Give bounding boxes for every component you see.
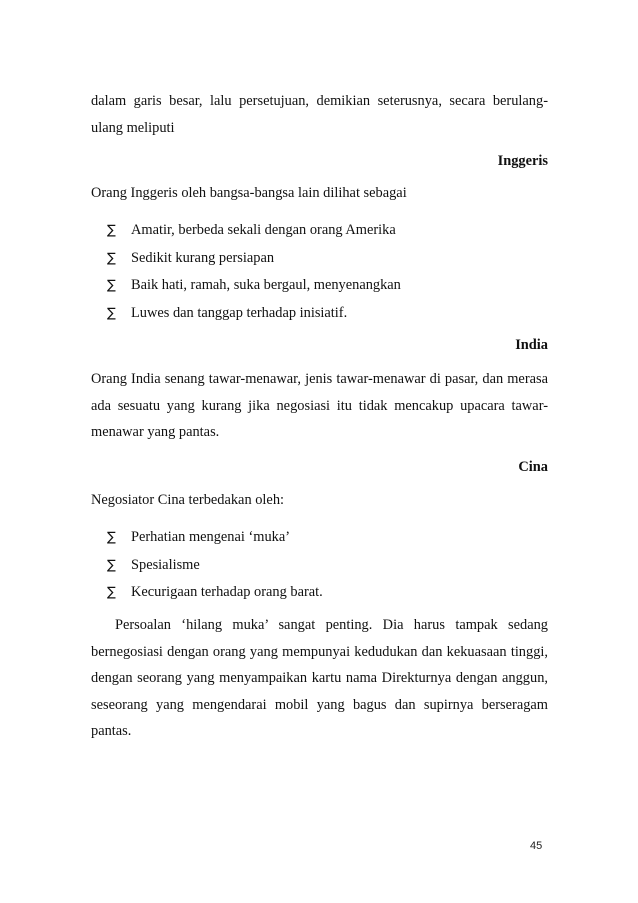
list-item	[107, 524, 548, 552]
list-item	[107, 300, 548, 328]
heading-inggeris: Inggeris	[497, 153, 548, 169]
list-item-text: Sedikit kurang persiapan	[131, 249, 275, 266]
inggeris-list	[91, 217, 548, 327]
inggeris-lead: Orang Inggeris oleh bangsa-bangsa lain dilihat sebagai	[91, 185, 407, 201]
bullet-icon: ∑	[107, 223, 116, 238]
cina-closing-paragraph: Persoalan ‘hilang muka’ sangat penting. Dia harus tampak sedang bernegosiasi dengan orang yang mempunyai kedudukan dan kekuasaan tinggi, dengan seorang yang menyampaikan kartu nama Direkturnya dengan anggun, seseorang yang mengendarai mobil yang bagus dan supirnya berseragam pantas.	[91, 617, 548, 739]
india-paragraph: Orang India senang tawar-menawar, jenis tawar-menawar di pasar, dan merasa ada sesuatu yang kurang jika negosiasi itu tidak mencakup upacara tawar-menawar yang pantas.	[91, 371, 548, 440]
list-item	[107, 217, 548, 245]
list-item	[107, 245, 548, 273]
list-item-text: Kecurigaan terhadap orang barat.	[131, 584, 323, 600]
list-item-text: Perhatian mengenai ‘muka’	[131, 529, 291, 545]
bullet-icon: ∑	[107, 305, 116, 321]
list-item-text: Luwes dan tanggap terhadap inisiatif.	[131, 304, 348, 321]
bullet-icon: ∑	[107, 557, 116, 573]
bullet-icon: ∑	[107, 250, 116, 266]
list-item-text: Spesialisme	[131, 556, 200, 573]
bullet-icon: ∑	[107, 530, 116, 545]
bullet-icon: ∑	[107, 278, 116, 293]
list-item	[107, 552, 548, 580]
bullet-icon: ∑	[107, 585, 116, 600]
list-item	[107, 272, 548, 300]
list-item-text: Baik hati, ramah, suka bergaul, menyenangkan	[131, 277, 401, 293]
heading-cina: Cina	[518, 459, 548, 475]
heading-india: India	[515, 337, 548, 353]
cina-list	[91, 524, 548, 607]
intro-paragraph: dalam garis besar, lalu persetujuan, demikian seterusnya, secara berulang-ulang meliputi	[91, 93, 548, 136]
cina-lead: Negosiator Cina terbedakan oleh:	[91, 492, 285, 508]
list-item	[107, 579, 548, 607]
page-number: 45	[530, 840, 543, 852]
list-item-text: Amatir, berbeda sekali dengan orang Amerika	[131, 222, 396, 238]
